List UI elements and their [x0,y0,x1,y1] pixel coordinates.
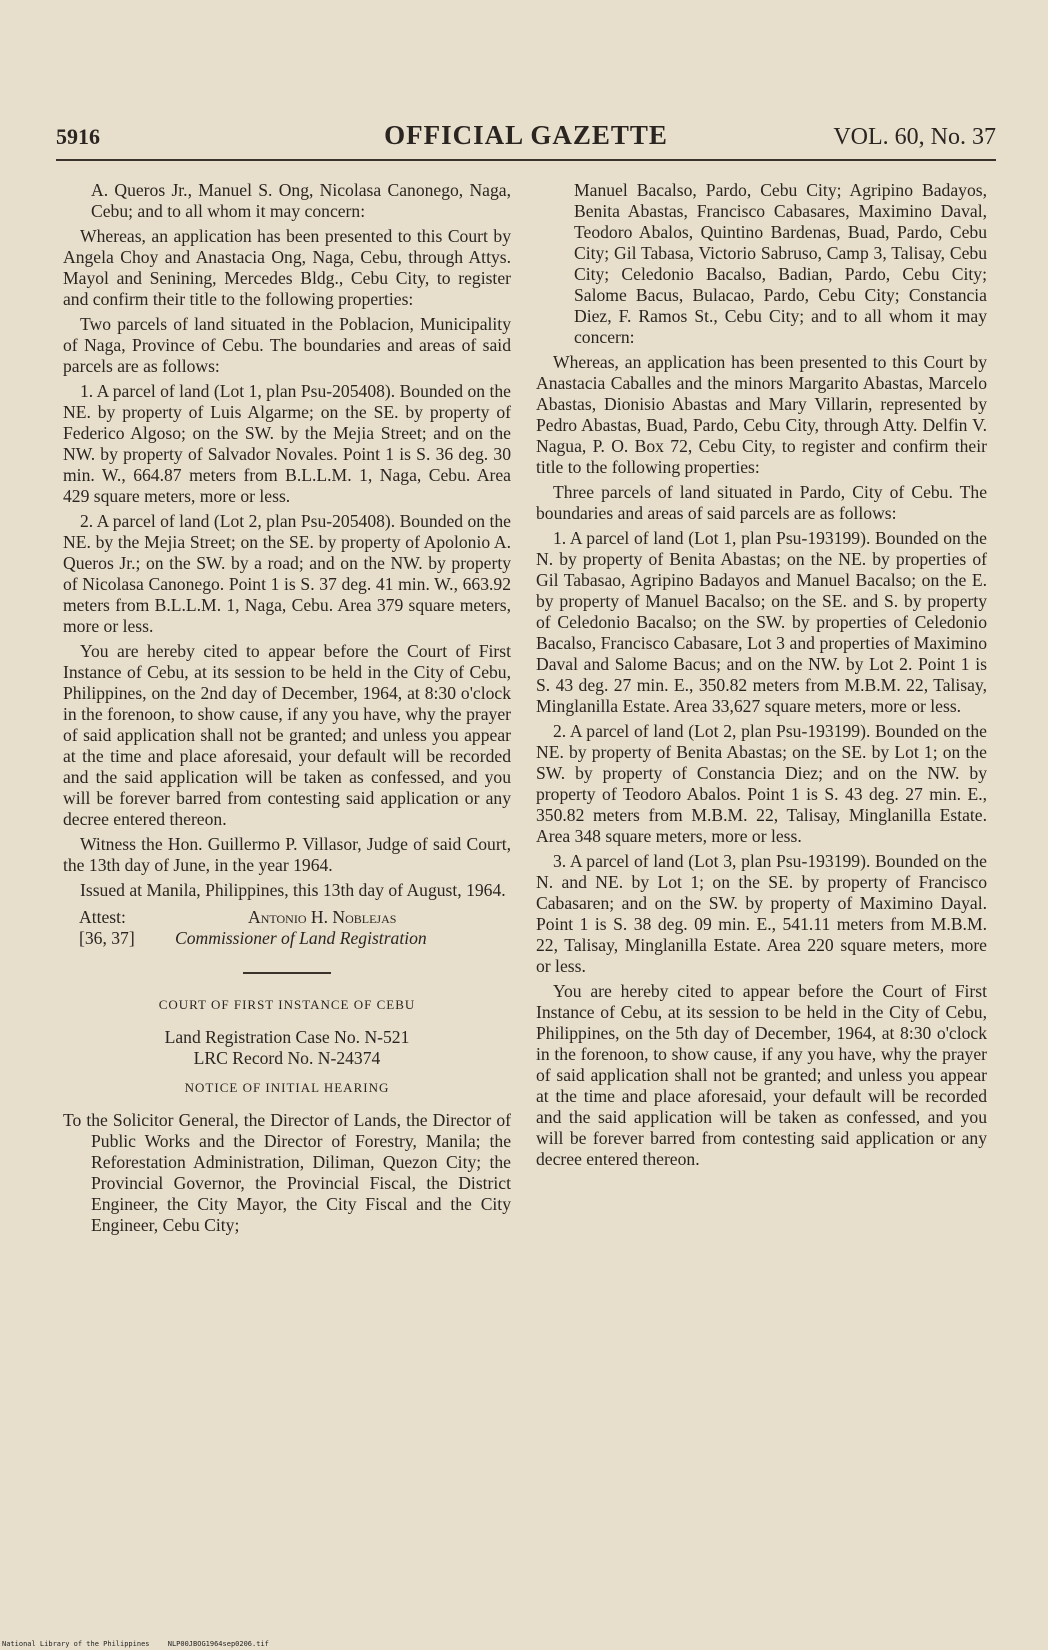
issued-paragraph: Issued at Manila, Philippines, this 13th day of August, 1964. [80,880,506,900]
scan-footer [2,1640,283,1648]
addressee-continuation: Manuel Bacalso, Pardo, Cebu City; Agripino Badayos, Benita Abastas, Francisco Cabasares, Maximino Daval, Teodoro Abalos, Quintino Bardenas, Buad, Pardo, Cebu City; Gil Tabasa, Victorio Sabruso, Camp 3, Talisay, Cebu City; Celedonio Bacalso, Badian, Pardo, Cebu City; Salome Bacus, Bulacao, Pardo, Cebu City; Constancia Diez, F. Ramos St., Cebu City; and to all whom it may concern: [574,180,987,347]
section-divider [243,972,331,974]
lot-3-paragraph: 3. A parcel of land (Lot 3, plan Psu-193199). Bounded on the N. and NE. by Lot 1; on the SE. by property of Francisco Cabasaren; and on the SW. by property of Maximino Dayal. Point 1 is S. 38 deg. 09 min. E., 541.11 meters from M.B.M. 22, Talisay, Minglanilla Estate. Area 220 square meters, more or less. [536,851,987,976]
parcels-paragraph: Three parcels of land situated in Pardo, City of Cebu. The boundaries and areas of said parcels are as follows: [536,482,987,523]
issue-reference: [36, 37] [79,928,135,948]
whereas-paragraph: Whereas, an application has been presented to this Court by Angela Choy and Anastacia Ong, Naga, Cebu, through Attys. Mayol and Senining, Mercedes Bldg., Cebu City, to register and confirm their title to the following properties: [63,226,511,309]
lot-1-paragraph: 1. A parcel of land (Lot 1, plan Psu-193199). Bounded on the N. by property of Benita Abastas; on the NE. by properties of Gil Tabasao, Agripino Badayos and Manuel Bacalso; on the E. by property of Manuel Bacalso; on the SE. and S. by property of Celedonio Bacalso; on the SW. by properties of Celedonio Bacalso, Francisco Cabasare, Lot 3 and properties of Maximino Daval and Salome Bacus; and on the NW. by Lot 2. Point 1 is S. 43 deg. 27 min. E., 350.82 meters from M.B.M. 22, Talisay, Minglanilla Estate. Area 33,627 square meters, more or less. [536,528,987,716]
lot-2-paragraph: 2. A parcel of land (Lot 2, plan Psu-193199). Bounded on the NE. by property of Benita Abastas; on the SE. by Lot 1; on the SW. by property of Constancia Diez; and on the NW. by property of Teodoro Abalos. Point 1 is S. 43 deg. 27 min. E., 350.82 meters from M.B.M. 22, Talisay, Minglanilla Estate. Area 348 square meters, more or less. [536,721,987,846]
parcels-paragraph: Two parcels of land situated in the Poblacion, Municipality of Naga, Province of Cebu. The boundaries and areas of said parcels are as follows: [63,314,511,376]
right-column [536,180,987,1174]
file-name: NLP00JBOG1964sep0206.tif [167,1640,269,1648]
gazette-title: OFFICIAL GAZETTE [384,120,668,150]
notice-heading: NOTICE OF INITIAL HEARING [184,1080,390,1095]
addressee-continuation: A. Queros Jr., Manuel S. Ong, Nicolasa Canonego, Naga, Cebu; and to all whom it may concern: [91,180,511,221]
lot-1-paragraph: 1. A parcel of land (Lot 1, plan Psu-205408). Bounded on the NE. by property of Luis Algarme; on the SE. by property of Federico Algoso; on the SW. by the Mejia Street; and on the NW. by property of Salvador Novales. Point 1 is S. 36 deg. 30 min. W., 664.87 meters from B.L.L.M. 1, Naga, Cebu. Area 429 square meters, more or less. [63,381,511,506]
page-number: 5916 [56,124,100,149]
header-rule [56,159,996,161]
attest-name: Antonio H. Noblejas [248,907,397,927]
attest-label: Attest: [79,907,126,927]
lot-2-paragraph: 2. A parcel of land (Lot 2, plan Psu-205408). Bounded on the NE. by the Mejia Street; on the SE. by property of Apolonio A. Queros Jr.; on the SW. by a road; and on the NW. by property of Nicolasa Canonego. Point 1 is S. 37 deg. 41 min. W., 663.92 meters from B.L.L.M. 1, Naga, Cebu. Area 379 square meters, more or less. [63,511,511,636]
volume-number: VOL. 60, No. 37 [833,124,996,150]
lrc-record: LRC Record No. N-24374 [193,1048,381,1068]
library-name: National Library of the Philippines [2,1640,150,1648]
addressee-paragraph: To the Solicitor General, the Director of Lands, the Director of Public Works and the Director of Forestry, Manila; the Reforestation Administration, Diliman, Quezon City; the Provincial Governor, the Provincial Fiscal, the District Engineer, the City Mayor, the City Fiscal and the City Engineer, Cebu City; [63,1110,511,1235]
attest-line [63,907,511,928]
page-header [56,120,996,160]
citation-paragraph: You are hereby cited to appear before the Court of First Instance of Cebu, at its session to be held in the City of Cebu, Philippines, on the 2nd day of December, 1964, at 8:30 o'clock in the forenoon, to show cause, if any you have, why the prayer of said application shall not be granted; and unless you appear at the time and place aforesaid, your default will be recorded and the said application will be taken as confessed, and you will be forever barred from contesting said application or any decree entered thereon. [63,641,511,829]
case-number: Land Registration Case No. N-521 [164,1027,410,1047]
citation-paragraph: You are hereby cited to appear before the Court of First Instance of Cebu, at its session to be held in the City of Cebu, Philippines, on the 5th day of December, 1964, at 8:30 o'clock in the forenoon, to show cause, if any you have, why the prayer of said application shall not be granted; and unless you appear at the time and place aforesaid, your default will be recorded and the said application will be taken as confessed, and you will be forever barred from contesting said application or any decree entered thereon. [536,981,987,1169]
commissioner-title: Commissioner of Land Registration [175,928,427,948]
attest-title-line [63,928,511,950]
witness-paragraph: Witness the Hon. Guillermo P. Villasor, Judge of said Court, the 13th day of June, in the year 1964. [63,834,511,875]
whereas-paragraph: Whereas, an application has been presented to this Court by Anastacia Caballes and the minors Margarito Abastas, Marcelo Abastas, Dionisio Abastas and Mary Villarin, represented by Pedro Abastas, Buad, Pardo, Cebu City, through Atty. Delfin V. Nagua, P. O. Box 72, Cebu City, to register and confirm their title to the following properties: [536,352,987,477]
left-column [63,180,511,1240]
court-heading: COURT OF FIRST INSTANCE OF CEBU [158,997,416,1012]
